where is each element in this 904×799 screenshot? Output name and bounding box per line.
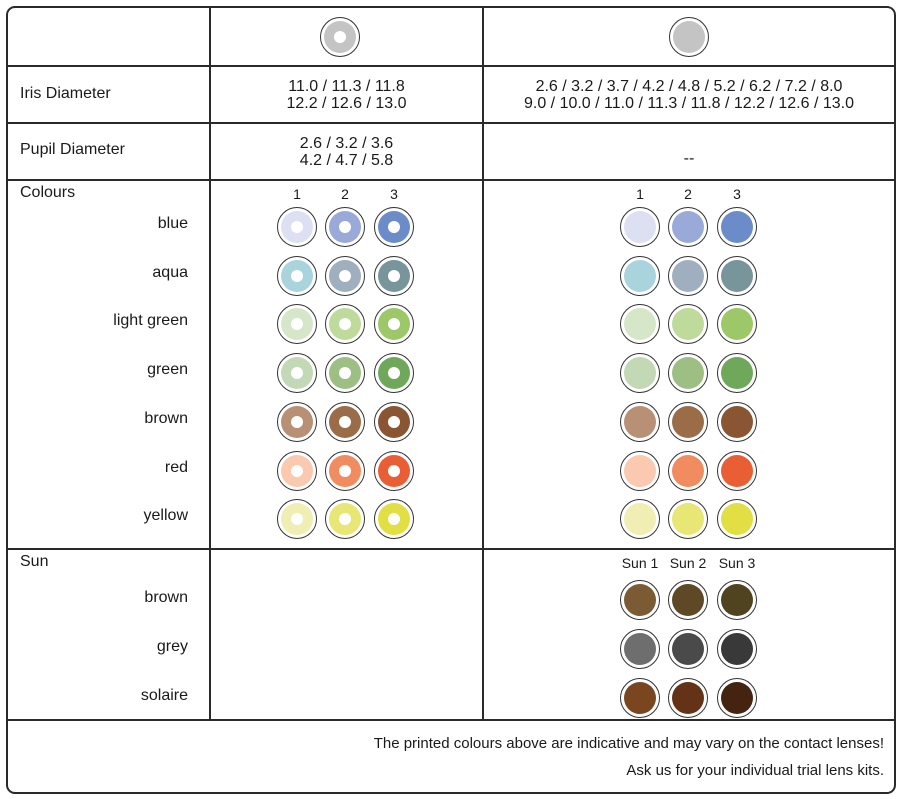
divider xyxy=(8,179,894,181)
colour-name-red: red xyxy=(164,458,188,476)
lens-swatch-solid xyxy=(717,451,757,491)
lens-swatch-with-pupil xyxy=(277,402,317,442)
disclaimer-note: The printed colours above are indicative and may vary on the contact lenses! xyxy=(373,735,884,752)
colour-name-blue: blue xyxy=(157,215,188,232)
lens-pupil xyxy=(339,465,351,477)
divider xyxy=(209,8,211,721)
lens-pupil xyxy=(339,270,351,282)
lens-swatch-with-pupil xyxy=(374,256,414,296)
lens-swatch-solid xyxy=(717,304,757,344)
lens-swatch-with-pupil xyxy=(277,353,317,393)
colour-name-brown: brown xyxy=(144,409,188,427)
lens-swatch-solid xyxy=(668,207,708,247)
lens-iris xyxy=(721,308,753,340)
iris-diameter-left-line2: 12.2 / 12.6 / 13.0 xyxy=(286,95,407,112)
lens-pupil xyxy=(388,270,400,282)
sun-lens-swatch xyxy=(717,580,757,620)
lens-pupil xyxy=(339,221,351,233)
lens-swatch-solid xyxy=(620,256,660,296)
lens-pupil xyxy=(388,221,400,233)
colour-name-light-green: light green xyxy=(113,312,188,330)
sun-name-grey: grey xyxy=(156,638,188,655)
lens-iris xyxy=(672,357,704,389)
sun-label: Sun xyxy=(20,553,49,570)
lens-iris xyxy=(721,633,753,665)
lens-swatch-with-pupil xyxy=(277,451,317,491)
iris-diameter-left-line1: 11.0 / 11.3 / 11.8 xyxy=(288,78,405,95)
lens-iris xyxy=(672,584,704,616)
lens-iris xyxy=(624,211,656,243)
lens-swatch-solid xyxy=(717,207,757,247)
lens-swatch-solid xyxy=(717,353,757,393)
lens-iris xyxy=(672,260,704,292)
lens-iris xyxy=(721,503,753,535)
lens-swatch-with-pupil xyxy=(374,499,414,539)
lens-swatch-solid xyxy=(717,256,757,296)
lens-swatch-solid xyxy=(717,499,757,539)
lens-with-pupil-icon xyxy=(320,17,360,57)
lens-swatch-solid xyxy=(620,207,660,247)
colour-column-number: 3 xyxy=(390,186,398,202)
sun-column-label: Sun 2 xyxy=(669,555,707,571)
sun-lens-swatch xyxy=(620,629,660,669)
divider xyxy=(8,122,894,124)
lens-swatch-solid xyxy=(668,353,708,393)
lens-pupil xyxy=(388,465,400,477)
pupil-diameter-right: -- xyxy=(683,150,695,167)
lens-iris xyxy=(624,503,656,535)
lens-iris xyxy=(624,406,656,438)
lens-iris xyxy=(721,455,753,487)
lens-pupil xyxy=(291,465,303,477)
solid-lens-icon xyxy=(669,17,709,57)
lens-swatch-with-pupil xyxy=(277,256,317,296)
lens-swatch-solid xyxy=(668,304,708,344)
lens-swatch-with-pupil xyxy=(277,304,317,344)
lens-swatch-with-pupil xyxy=(325,353,365,393)
sun-column-label: Sun 1 xyxy=(621,555,659,571)
lens-swatch-with-pupil xyxy=(325,402,365,442)
lens-swatch-with-pupil xyxy=(325,304,365,344)
colour-column-number: 1 xyxy=(293,186,301,202)
lens-iris xyxy=(672,211,704,243)
lens-iris xyxy=(624,584,656,616)
lens-swatch-with-pupil xyxy=(277,207,317,247)
iris-diameter-label: Iris Diameter xyxy=(20,85,111,102)
divider xyxy=(482,8,484,721)
colour-name-yellow: yellow xyxy=(143,507,188,525)
sun-lens-swatch xyxy=(717,629,757,669)
lens-iris xyxy=(721,406,753,438)
colour-column-number: 2 xyxy=(684,186,692,202)
pupil-diameter-left-line2: 4.2 / 4.7 / 5.8 xyxy=(299,152,394,169)
lens-iris xyxy=(672,308,704,340)
colours-label: Colours xyxy=(20,184,76,201)
lens-swatch-with-pupil xyxy=(374,207,414,247)
lens-pupil xyxy=(291,367,303,379)
lens-iris xyxy=(721,260,753,292)
lens-swatch-solid xyxy=(620,353,660,393)
lens-pupil xyxy=(339,367,351,379)
lens-colour-table xyxy=(6,6,896,794)
lens-pupil xyxy=(291,270,303,282)
sun-lens-swatch xyxy=(668,678,708,718)
lens-swatch-solid xyxy=(620,499,660,539)
colour-name-green: green xyxy=(147,361,188,379)
colour-column-number: 3 xyxy=(733,186,741,202)
lens-swatch-solid xyxy=(668,402,708,442)
lens-iris xyxy=(624,260,656,292)
lens-swatch-with-pupil xyxy=(325,451,365,491)
lens-iris xyxy=(672,682,704,714)
lens-iris xyxy=(624,633,656,665)
lens-swatch-with-pupil xyxy=(325,256,365,296)
lens-iris xyxy=(672,633,704,665)
lens-swatch-with-pupil xyxy=(374,304,414,344)
lens-iris xyxy=(672,503,704,535)
sun-lens-swatch xyxy=(668,629,708,669)
lens-pupil xyxy=(291,416,303,428)
lens-swatch-with-pupil xyxy=(325,207,365,247)
lens-swatch-with-pupil xyxy=(374,451,414,491)
lens-swatch-solid xyxy=(620,304,660,344)
lens-iris xyxy=(624,357,656,389)
lens-iris xyxy=(672,455,704,487)
sun-column-label: Sun 3 xyxy=(718,555,756,571)
lens-pupil xyxy=(291,221,303,233)
lens-pupil xyxy=(339,416,351,428)
sun-lens-swatch xyxy=(620,580,660,620)
lens-swatch-solid xyxy=(620,451,660,491)
lens-swatch-with-pupil xyxy=(325,499,365,539)
divider xyxy=(8,548,894,550)
colour-column-number: 1 xyxy=(636,186,644,202)
divider xyxy=(8,65,894,67)
lens-iris xyxy=(672,406,704,438)
lens-iris xyxy=(721,357,753,389)
lens-iris xyxy=(721,211,753,243)
lens-swatch-solid xyxy=(668,256,708,296)
sun-lens-swatch xyxy=(717,678,757,718)
lens-swatch-with-pupil xyxy=(374,402,414,442)
lens-iris xyxy=(624,682,656,714)
divider xyxy=(8,719,894,721)
lens-iris xyxy=(624,455,656,487)
lens-swatch-with-pupil xyxy=(374,353,414,393)
lens-swatch-solid xyxy=(668,451,708,491)
lens-swatch-solid xyxy=(620,402,660,442)
lens-iris xyxy=(624,308,656,340)
trial-kit-note: Ask us for your individual trial lens kits. xyxy=(626,762,884,779)
iris-diameter-right-line2: 9.0 / 10.0 / 11.0 / 11.3 / 11.8 / 12.2 / 12.6 / 13.0 xyxy=(523,95,854,112)
lens-iris xyxy=(721,682,753,714)
pupil-diameter-left-line1: 2.6 / 3.2 / 3.6 xyxy=(299,135,394,152)
sun-name-brown: brown xyxy=(144,589,188,606)
iris-diameter-right-line1: 2.6 / 3.2 / 3.7 / 4.2 / 4.8 / 5.2 / 6.2 / 7.2 / 8.0 xyxy=(535,78,843,95)
lens-swatch-with-pupil xyxy=(277,499,317,539)
sun-lens-swatch xyxy=(620,678,660,718)
sun-lens-swatch xyxy=(668,580,708,620)
lens-iris xyxy=(721,584,753,616)
lens-swatch-solid xyxy=(717,402,757,442)
colour-column-number: 2 xyxy=(341,186,349,202)
sun-name-solaire: solaire xyxy=(140,687,188,704)
pupil-diameter-label: Pupil Diameter xyxy=(20,141,125,158)
colour-name-aqua: aqua xyxy=(152,263,188,281)
lens-pupil xyxy=(388,367,400,379)
lens-pupil xyxy=(388,416,400,428)
lens-swatch-solid xyxy=(668,499,708,539)
